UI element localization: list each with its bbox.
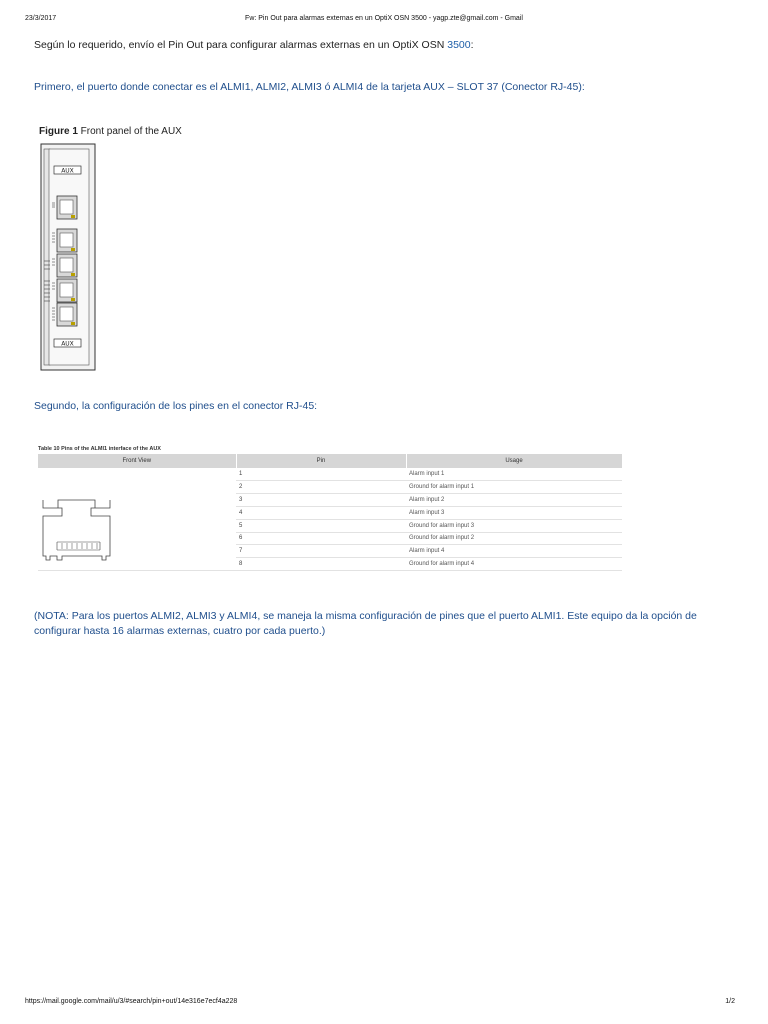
usage-cell: Ground for alarm input 3 [406, 519, 622, 532]
figure-caption [39, 126, 182, 137]
table-row [38, 468, 622, 481]
intro-text: Según lo requerido, envío el Pin Out para configurar alarmas externas en un OptiX OSN [34, 39, 448, 51]
pin-cell: 3 [236, 494, 406, 507]
print-date: 23/3/2017 [25, 15, 57, 22]
first-paragraph: Primero, el puerto donde conectar es el ALMI1, ALMI2, ALMI3 ó ALMI4 de la tarjeta AUX – SLOT 37 (Conector RJ-45): [34, 81, 585, 93]
header-front-view: Front View [38, 454, 236, 468]
print-footer [0, 998, 768, 1010]
pin-cell: 6 [236, 532, 406, 545]
intro-paragraph [34, 38, 724, 53]
aux-label-top: AUX [61, 167, 74, 175]
usage-cell: Ground for alarm input 1 [406, 481, 622, 494]
page-number: 1/2 [725, 998, 735, 1005]
pin-cell: 5 [236, 519, 406, 532]
pin-cell: 8 [236, 558, 406, 571]
usage-cell: Ground for alarm input 2 [406, 532, 622, 545]
usage-cell: Alarm input 2 [406, 494, 622, 507]
print-header [0, 15, 768, 27]
model-number-link[interactable]: 3500 [447, 39, 471, 51]
figure-caption-number: Figure 1 [39, 126, 78, 137]
rj45-connector-image [38, 468, 236, 568]
pin-table-container [38, 444, 622, 571]
table-caption: Table 10 Pins of the ALMI1 interface of the AUX [38, 446, 161, 452]
rj45-front-view-cell [38, 468, 236, 571]
aux-label-bottom: AUX [61, 340, 74, 348]
intro-end: : [470, 39, 474, 51]
pin-cell: 7 [236, 545, 406, 558]
pin-cell: 2 [236, 481, 406, 494]
usage-cell: Alarm input 4 [406, 545, 622, 558]
figure-caption-text: Front panel of the AUX [77, 126, 182, 137]
usage-cell: Alarm input 1 [406, 468, 622, 481]
usage-cell: Ground for alarm input 4 [406, 558, 622, 571]
note-paragraph: (NOTA: Para los puertos ALMI2, ALMI3 y ALMI4, se maneja la misma configuración de pines que el puerto ALMI1. Este equipo da la opción de configurar hasta 16 alarmas externas, cuatro por cada puerto.) [34, 610, 697, 637]
pin-cell: 4 [236, 506, 406, 519]
pin-cell: 1 [236, 468, 406, 481]
usage-cell: Alarm input 3 [406, 506, 622, 519]
header-usage: Usage [406, 454, 622, 468]
pin-table [38, 454, 623, 571]
aux-front-panel-image [40, 143, 96, 371]
second-paragraph: Segundo, la configuración de los pines en el conector RJ-45: [34, 400, 318, 412]
header-pin: Pin [236, 454, 406, 468]
print-url: https://mail.google.com/mail/u/3/#search/pin+out/14e316e7ecf4a228 [25, 998, 238, 1005]
print-title: Fw: Pin Out para alarmas externas en un OptiX OSN 3500 - yagp.zte@gmail.com - Gmail [245, 15, 523, 22]
table-header-row [38, 454, 622, 468]
